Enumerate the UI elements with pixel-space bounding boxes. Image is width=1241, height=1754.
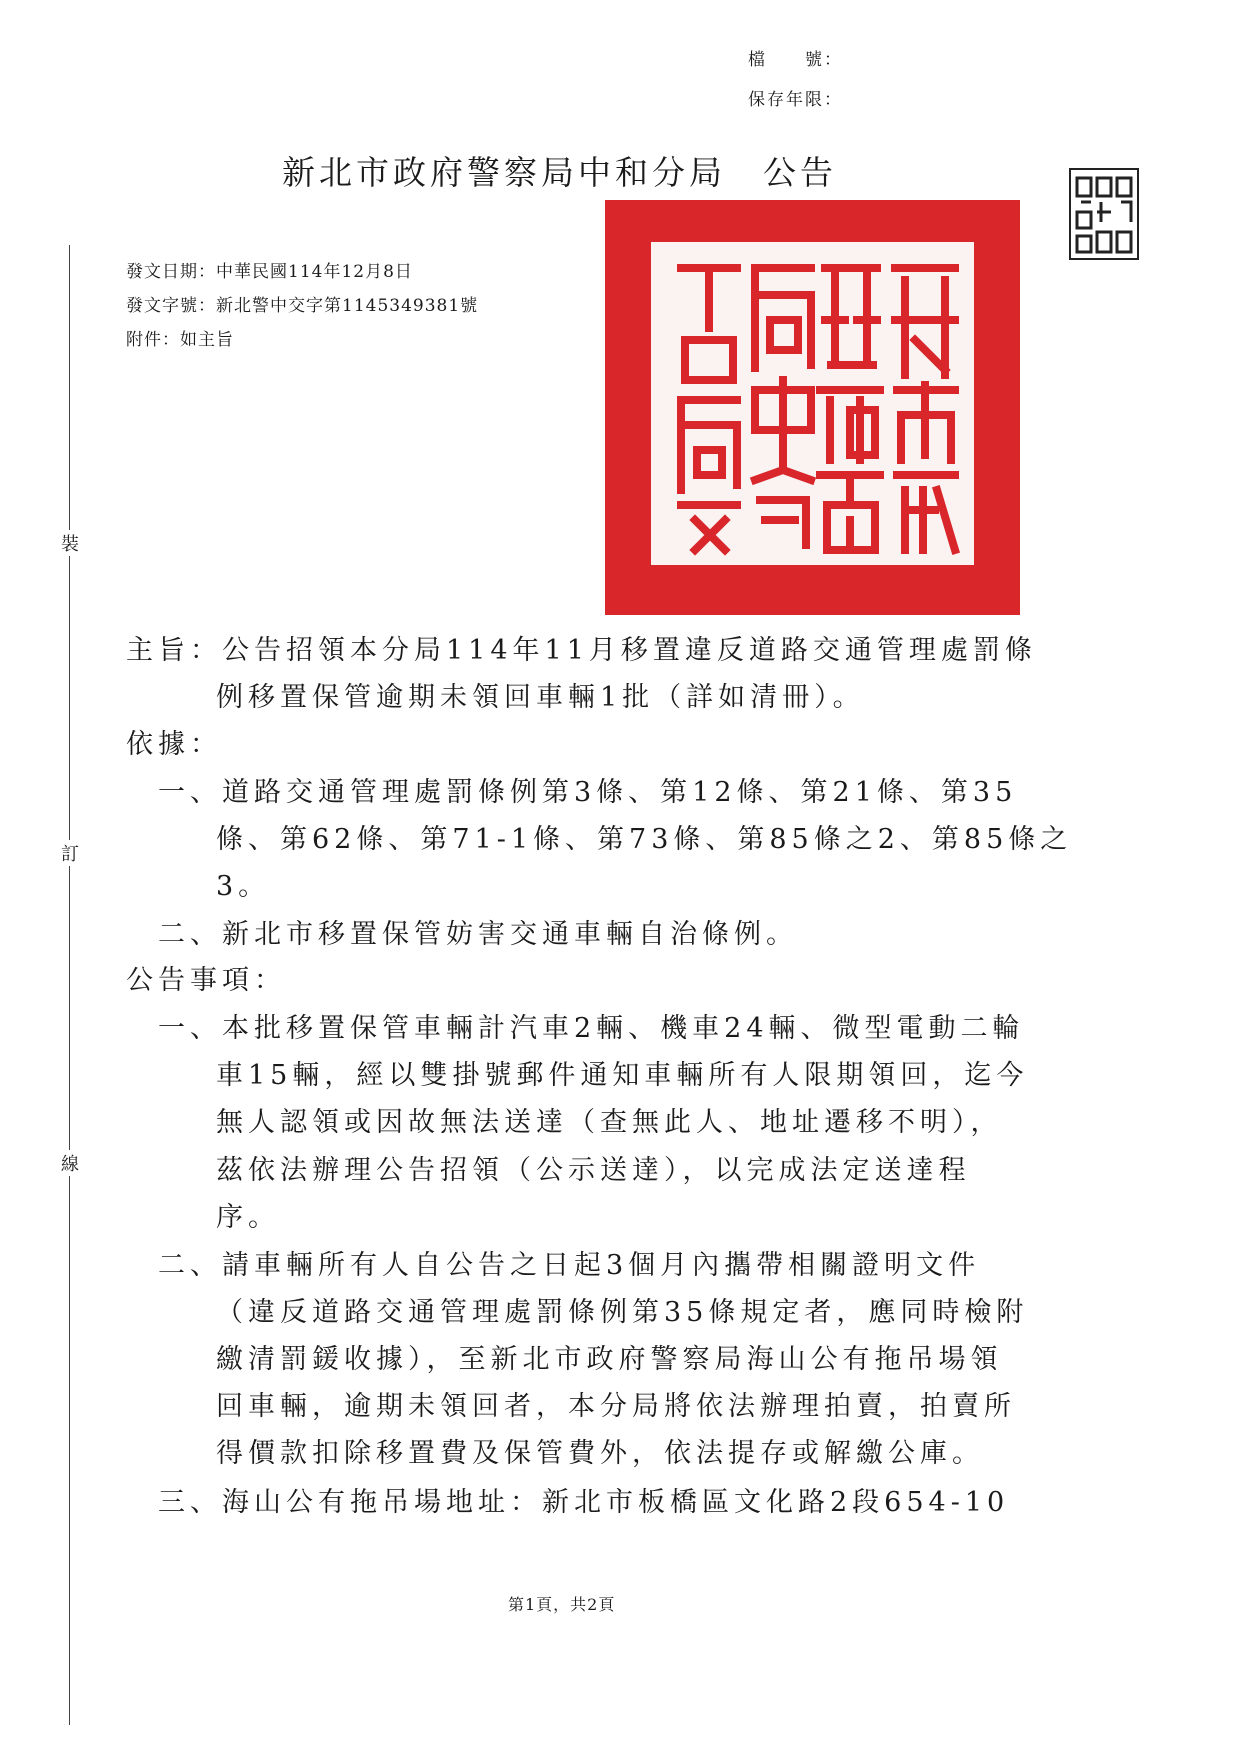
notice-item-1-line-1: 一、本批移置保管車輛計汽車2輛、機車24輛、微型電動二輪 bbox=[158, 1013, 1025, 1044]
notice-item-2-line-3: 繳清罰鍰收據），至新北市政府警察局海山公有拖吊場領 bbox=[216, 1344, 1003, 1375]
attachment: 附件：如主旨 bbox=[126, 330, 234, 350]
notice-item-2-line-2: （違反道路交通管理處罰條例第35條規定者，應同時檢附 bbox=[216, 1297, 1029, 1328]
file-number-label: 檔 號： bbox=[748, 50, 843, 70]
binding-line bbox=[69, 245, 70, 1725]
basis-item-1-line-3: 3。 bbox=[216, 871, 271, 902]
basis-item-1-line-1: 一、道路交通管理處罰條例第3條、第12條、第21條、第35 bbox=[158, 777, 1018, 808]
basis-item-1-line-2: 條、第62條、第71-1條、第73條、第85條之2、第85條之 bbox=[216, 824, 1073, 855]
notice-item-3-line-1: 三、海山公有拖吊場地址：新北市板橋區文化路2段654-10 bbox=[158, 1487, 1010, 1518]
notice-heading: 公告事項： bbox=[126, 965, 286, 996]
notice-item-1-line-3: 無人認領或因故無法送達（查無此人、地址遷移不明）， bbox=[216, 1107, 1003, 1138]
binding-mark-ding: 訂 bbox=[58, 840, 82, 866]
subject-line-2: 例移置保管逾期未領回車輛1批（詳如清冊）。 bbox=[216, 682, 865, 713]
retention-period-label: 保存年限： bbox=[748, 90, 843, 110]
issue-date: 發文日期：中華民國114年12月8日 bbox=[126, 262, 413, 282]
basis-heading: 依據： bbox=[126, 729, 222, 760]
binding-mark-zhuang: 裝 bbox=[58, 530, 82, 556]
notice-item-2-line-4: 回車輛，逾期未領回者，本分局將依法辦理拍賣，拍賣所 bbox=[216, 1391, 1016, 1422]
notice-item-2-line-5: 得價款扣除移置費及保管費外，依法提存或解繳公庫。 bbox=[216, 1438, 984, 1469]
document-title: 新北市政府警察局中和分局 公告 bbox=[282, 153, 837, 192]
small-seal bbox=[1069, 168, 1139, 260]
notice-item-2-line-1: 二、請車輛所有人自公告之日起3個月內攜帶相關證明文件 bbox=[158, 1250, 981, 1281]
document-number: 發文字號：新北警中交字第1145349381號 bbox=[126, 296, 479, 316]
basis-item-2: 二、新北市移置保管妨害交通車輛自治條例。 bbox=[158, 919, 798, 950]
notice-item-1-line-4: 茲依法辦理公告招領（公示送達），以完成法定送達程 bbox=[216, 1155, 971, 1186]
page-number: 第1頁，共2頁 bbox=[508, 1595, 616, 1614]
subject-line-1: 主旨：公告招領本分局114年11月移置違反道路交通管理處罰條 bbox=[126, 635, 1037, 666]
notice-item-1-line-5: 序。 bbox=[216, 1202, 280, 1233]
binding-mark-xian: 線 bbox=[58, 1150, 82, 1176]
official-seal bbox=[605, 200, 1020, 615]
notice-item-1-line-2: 車15輛，經以雙掛號郵件通知車輛所有人限期領回，迄今 bbox=[216, 1060, 1029, 1091]
